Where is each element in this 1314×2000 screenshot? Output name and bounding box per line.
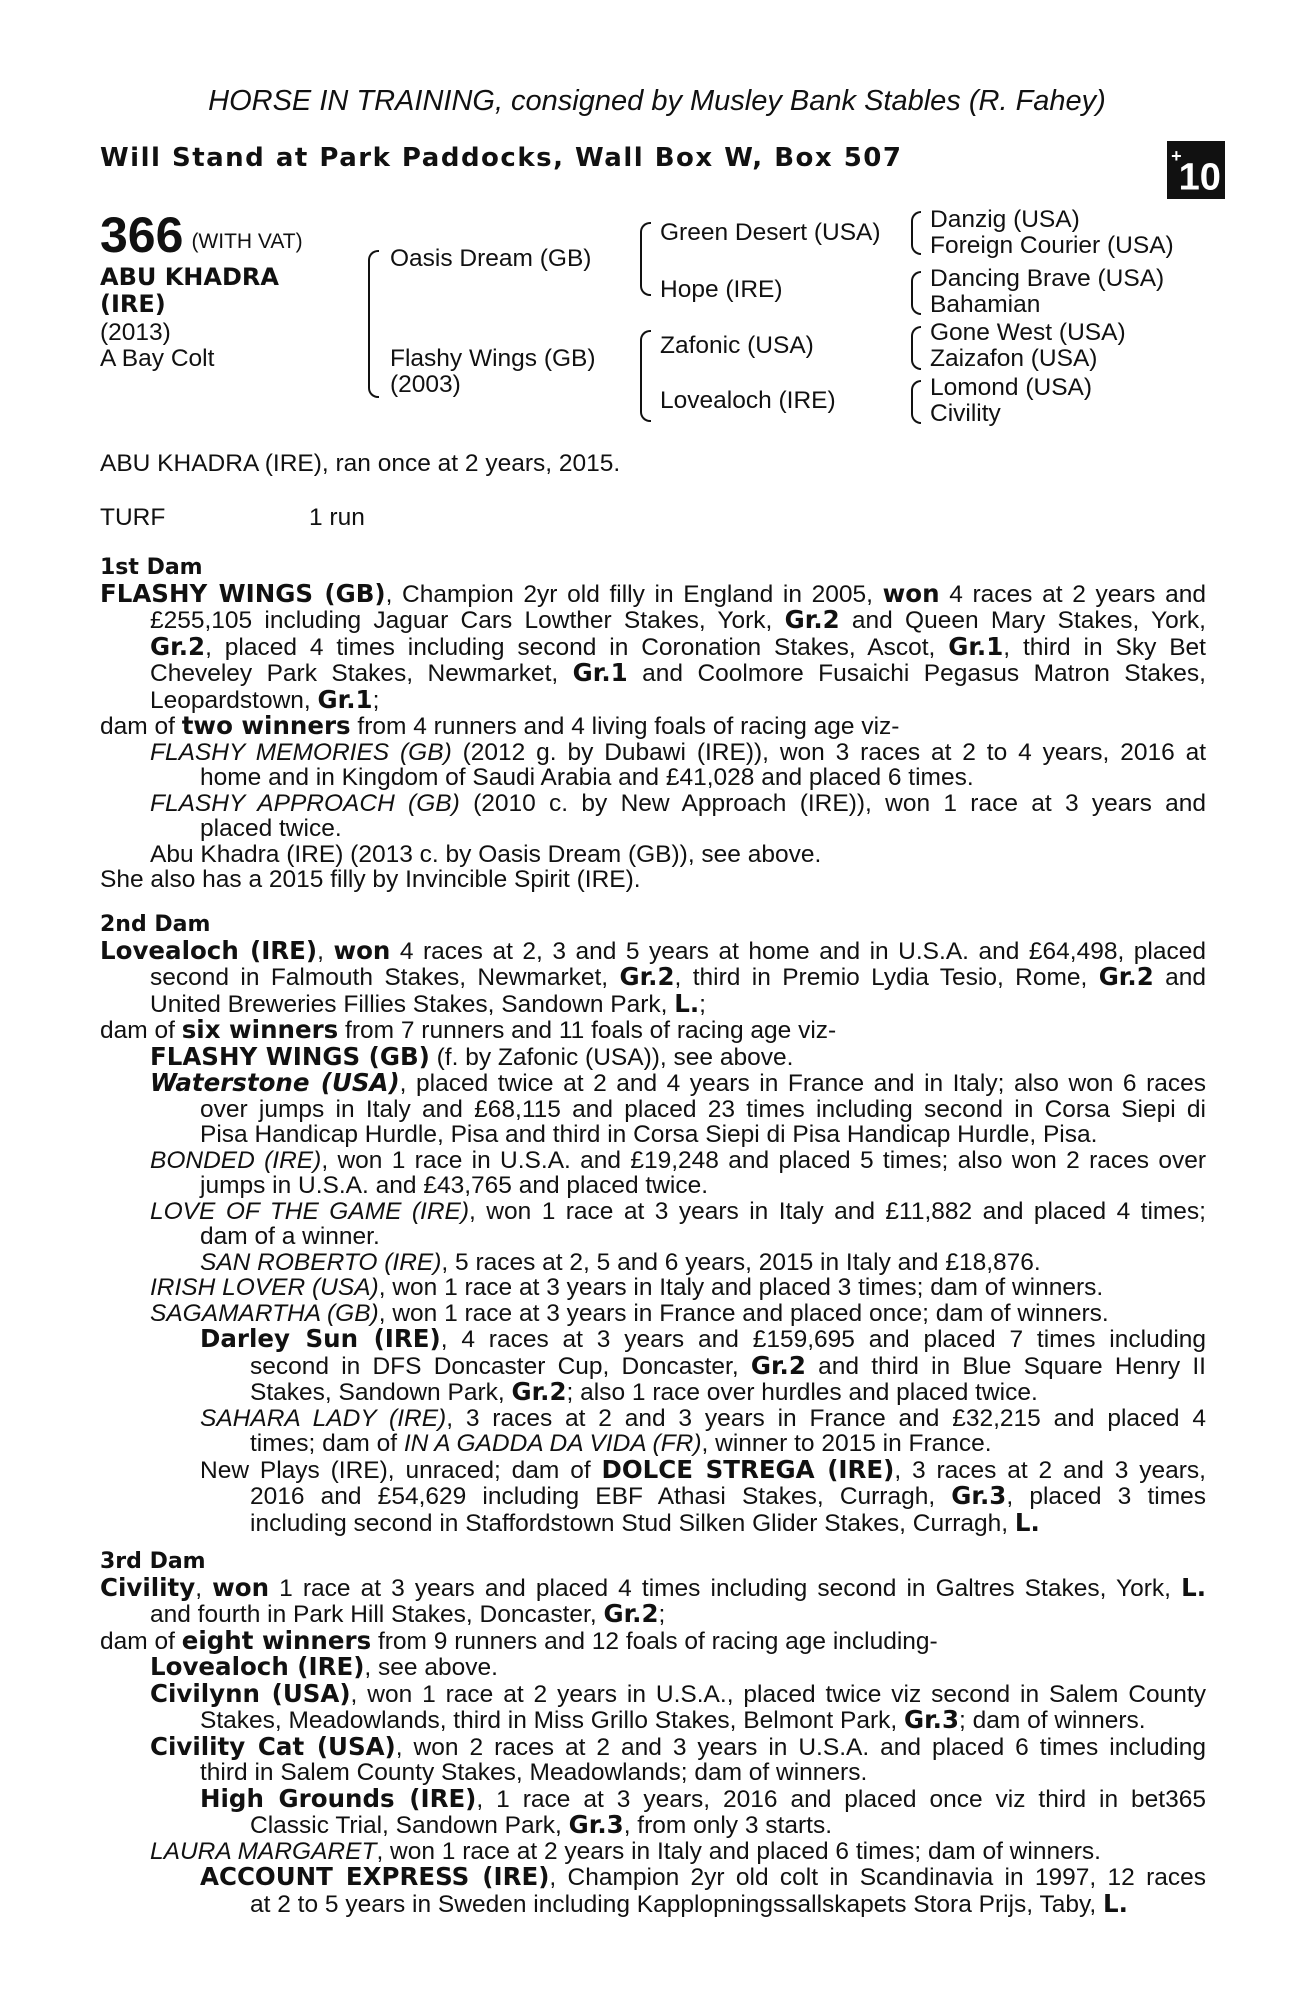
grandsire-8: Civility — [930, 400, 1001, 427]
text: dam of a winner. — [200, 1223, 380, 1250]
text: , won 1 race at 3 years in Italy and placed 3 times; dam of winners. — [378, 1274, 1104, 1301]
text: , — [317, 937, 334, 965]
horse-name-line1: ABU KHADRA — [100, 263, 279, 291]
text: 2016 and £54,629 including EBF Athasi Stakes, Curragh, — [250, 1483, 952, 1510]
text: Gr.2 — [619, 962, 675, 991]
text: Gr.1 — [948, 631, 1004, 661]
text: Cheveley Park Stakes, Newmarket, — [150, 660, 573, 687]
text: , third in Premio Lydia Tesio, Rome, — [674, 964, 1099, 991]
first-dam-section — [100, 555, 1206, 893]
progeny-name: FLASHY WINGS (GB) — [150, 1041, 430, 1071]
pedigree-bracket — [368, 250, 379, 398]
dam-name: FLASHY WINGS (GB) — [100, 578, 386, 608]
text: Gr.2 — [784, 605, 840, 634]
text: L. — [1181, 1572, 1206, 1602]
text: 4 races at 2 years and — [939, 580, 1206, 608]
horse-name-line2: (IRE) — [100, 290, 166, 318]
text: six winners — [181, 1015, 339, 1044]
text: Classic Trial, Sandown Park, — [250, 1812, 569, 1839]
text: , from only 3 starts. — [623, 1812, 832, 1839]
text: 4 races at 2, 3 and 5 years at home and in U.S.A. and £64,498, placed — [390, 937, 1206, 965]
text: dam of — [100, 1627, 182, 1655]
text: and fourth in Park Hill Stakes, Doncaster, — [150, 1601, 604, 1628]
text: Gr.1 — [572, 658, 628, 687]
vat-note: (WITH VAT) — [191, 230, 303, 253]
text: ; — [658, 1601, 666, 1628]
pedigree-bracket — [640, 330, 651, 422]
text: , 3 races at 2 and 3 years, — [894, 1456, 1206, 1484]
text: second in DFS Doncaster Cup, Doncaster, — [250, 1352, 751, 1380]
text: second in Falmouth Stakes, Newmarket, — [150, 964, 620, 991]
pedigree-bracket — [911, 271, 921, 315]
text: , third in Sky Bet — [1003, 633, 1206, 661]
section-heading: 3rd Dam — [100, 1549, 206, 1574]
text: L. — [674, 988, 700, 1018]
text: , Champion 2yr old colt in Scandinavia in 1997, 12 races — [549, 1864, 1206, 1891]
lot-number: 366 — [100, 207, 184, 263]
dam-dam: Lovealoch (IRE) — [660, 387, 836, 414]
text: , 1 race at 3 years, 2016 and placed once viz third in bet365 — [476, 1785, 1206, 1813]
page-title: HORSE IN TRAINING, consigned by Musley Bank Stables (R. Fahey) — [208, 85, 1106, 117]
text: (2010 c. by New Approach (IRE)), won 1 race at 3 years and — [459, 789, 1206, 817]
text: jumps in U.S.A. and £43,765 and placed twice. — [200, 1172, 709, 1199]
text: L. — [1103, 1888, 1128, 1918]
progeny-name: SAGAMARTHA (GB) — [150, 1299, 379, 1327]
text: won — [882, 578, 940, 608]
text: , won 1 race at 2 years in Italy and placed 6 times; dam of winners. — [376, 1837, 1101, 1865]
text: 1 race at 3 years and placed 4 times including second in Galtres Stakes, York, — [269, 1574, 1182, 1602]
progeny-name: LOVE OF THE GAME (IRE) — [150, 1197, 470, 1225]
progeny-name: SAHARA LADY (IRE) — [200, 1404, 447, 1432]
grandsire-4: Bahamian — [930, 291, 1041, 318]
text: , placed twice at 2 and 4 years in France and in Italy; also won 6 races — [399, 1070, 1206, 1097]
sire-dam: Hope (IRE) — [660, 276, 783, 303]
text: won — [212, 1572, 270, 1602]
text: eight winners — [181, 1625, 372, 1655]
text: , see above. — [364, 1654, 498, 1681]
progeny-name: Civility Cat (USA) — [150, 1731, 396, 1761]
stand-location: Will Stand at Park Paddocks, Wall Box W, Box 507 — [100, 143, 903, 173]
surface-label: TURF — [100, 504, 166, 531]
text: from 4 runners and 4 living foals of racing age viz- — [350, 713, 900, 740]
text: ; — [372, 686, 380, 714]
text: Gr.3 — [951, 1481, 1007, 1510]
grandsire-5: Gone West (USA) — [930, 319, 1126, 346]
text: Abu Khadra (IRE) (2013 c. by Oasis Dream (GB)), see above. — [150, 840, 822, 868]
text: She also has a 2015 filly by Invincible Spirit (IRE). — [100, 866, 641, 893]
progeny-name: SAN ROBERTO (IRE) — [200, 1248, 442, 1276]
text: New Plays (IRE), unraced; dam of — [200, 1456, 602, 1484]
text: Pisa Handicap Hurdle, Pisa and third in Corsa Siepi di Pisa Handicap Hurdle, Pisa. — [200, 1121, 1098, 1148]
pedigree-bracket — [911, 211, 921, 255]
text: (2012 g. by Dubawi (IRE)), won 3 races at 2 to 4 years, 2016 at — [451, 738, 1207, 766]
text: placed twice. — [200, 815, 342, 842]
dam: Flashy Wings (GB) — [390, 345, 596, 372]
text: , 3 races at 2 and 3 years in France and £32,215 and placed 4 — [446, 1404, 1206, 1432]
text: , 4 races at 3 years and £159,695 and placed 7 times including — [440, 1326, 1207, 1353]
text: £255,105 including Jaguar Cars Lowther Stakes, York, — [150, 607, 785, 634]
text: Stakes, Meadowlands, third in Miss Grillo Stakes, Belmont Park, — [200, 1707, 904, 1734]
text: , 5 races at 2, 5 and 6 years, 2015 in Italy and £18,876. — [441, 1248, 1041, 1276]
grandsire-7: Lomond (USA) — [930, 374, 1093, 401]
text: and Queen Mary Stakes, York, — [839, 607, 1206, 634]
dam-year: (2003) — [390, 371, 461, 398]
text: , won 1 race in U.S.A. and £19,248 and placed 5 times; also won 2 races over — [321, 1146, 1206, 1174]
text: dam of — [100, 1017, 182, 1044]
text: , won 1 race at 2 years in U.S.A., placed twice viz second in Salem County — [350, 1680, 1206, 1708]
sire-sire: Green Desert (USA) — [660, 219, 881, 246]
text: dam of — [100, 713, 182, 740]
dam-name: Lovealoch (IRE) — [100, 935, 318, 965]
text: , — [195, 1574, 213, 1602]
section-heading: 2nd Dam — [100, 912, 211, 937]
grandsire-3: Dancing Brave (USA) — [930, 265, 1165, 292]
text: ; — [699, 990, 706, 1018]
progeny-name: BONDED (IRE) — [150, 1146, 322, 1174]
text: , placed 4 times including second in Coronation Stakes, Ascot, — [205, 633, 949, 661]
text: won — [333, 935, 391, 965]
text: times; dam of — [250, 1430, 404, 1457]
text: Leopardstown, — [150, 686, 318, 714]
badge-plus: + — [1171, 146, 1182, 166]
text: Stakes, Sandown Park, — [250, 1379, 512, 1406]
dam-name: Civility — [100, 1572, 196, 1602]
badge-number: 10 — [1178, 156, 1221, 199]
progeny-name: Civilynn (USA) — [150, 1678, 351, 1708]
text: Gr.2 — [150, 631, 206, 661]
text: Gr.3 — [903, 1705, 960, 1734]
pedigree-bracket — [640, 222, 651, 296]
dam-sire: Zafonic (USA) — [660, 332, 814, 359]
sire: Oasis Dream (GB) — [390, 245, 592, 272]
grandsire-2: Foreign Courier (USA) — [930, 232, 1174, 259]
text: home and in Kingdom of Saudi Arabia and £41,028 and placed 6 times. — [200, 764, 974, 791]
text: and — [1153, 964, 1207, 991]
text: Gr.2 — [511, 1377, 567, 1406]
text: (f. by Zafonic (USA)), see above. — [429, 1043, 794, 1071]
progeny-name: Darley Sun (IRE) — [200, 1324, 441, 1353]
text: and Coolmore Fusaichi Pegasus Matron Stakes, — [627, 660, 1206, 687]
pedigree-bracket — [911, 380, 921, 424]
race-record-summary: ABU KHADRA (IRE), ran once at 2 years, 2015. — [100, 450, 621, 477]
grandsire-1: Danzig (USA) — [930, 206, 1080, 233]
text: third in Salem County Stakes, Meadowlands; dam of winners. — [200, 1759, 868, 1786]
runs-count: 1 run — [309, 504, 365, 531]
text: Gr.1 — [317, 684, 373, 714]
text: Gr.2 — [750, 1350, 806, 1380]
text: , placed 3 times — [1006, 1483, 1206, 1510]
progeny-name: IRISH LOVER (USA) — [150, 1274, 379, 1301]
progeny-name: Lovealoch (IRE) — [150, 1652, 365, 1681]
grandsire-6: Zaizafon (USA) — [930, 345, 1098, 372]
text: , Champion 2yr old filly in England in 2005, — [385, 580, 883, 608]
progeny-name: DOLCE STREGA (IRE) — [601, 1454, 895, 1484]
text: over jumps in Italy and £68,115 and placed 23 times including second in Corsa Siepi di — [200, 1095, 1206, 1123]
progeny-name: High Grounds (IRE) — [200, 1783, 477, 1813]
foaling-year: (2013) — [100, 319, 171, 346]
text: two winners — [181, 711, 351, 740]
text: L. — [1014, 1507, 1040, 1537]
text: ; also 1 race over hurdles and placed twice. — [566, 1379, 1038, 1406]
text: including second in Staffordstown Stud Silken Glider Stakes, Curragh, — [250, 1509, 1015, 1537]
text: and third in Blue Square Henry II — [805, 1352, 1206, 1380]
horse-description: A Bay Colt — [100, 345, 215, 372]
text: ; dam of winners. — [959, 1707, 1146, 1734]
text: Gr.3 — [568, 1810, 624, 1839]
progeny-name: FLASHY MEMORIES (GB) — [150, 738, 452, 766]
progeny-name: FLASHY APPROACH (GB) — [150, 789, 460, 817]
progeny-name: IN A GADDA DA VIDA (FR) — [403, 1430, 702, 1457]
progeny-name: LAURA MARGARET — [150, 1837, 377, 1865]
text: from 7 runners and 11 foals of racing age viz- — [338, 1017, 837, 1044]
section-heading: 1st Dam — [100, 555, 203, 580]
third-dam-section — [100, 1549, 1206, 1917]
text: , won 2 races at 2 and 3 years in U.S.A. and placed 6 times including — [395, 1733, 1206, 1761]
text: , won 1 race at 3 years in Italy and £11,882 and placed 4 times; — [469, 1197, 1206, 1225]
lot-badge — [1167, 141, 1225, 199]
progeny-name: ACCOUNT EXPRESS (IRE) — [200, 1862, 550, 1891]
text: , winner to 2015 in France. — [701, 1430, 992, 1457]
text: , won 1 race at 3 years in France and placed once; dam of winners. — [378, 1299, 1109, 1327]
text: at 2 to 5 years in Sweden including Kapplopningssallskapets Stora Prijs, Taby, — [250, 1890, 1104, 1918]
text: Gr.2 — [603, 1599, 659, 1628]
second-dam-section — [100, 912, 1206, 1536]
text: Gr.2 — [1098, 962, 1154, 991]
text: United Breweries Fillies Stakes, Sandown Park, — [150, 990, 675, 1018]
pedigree-bracket — [911, 326, 921, 370]
progeny-name: Waterstone (USA) — [150, 1068, 400, 1097]
text: from 9 runners and 12 foals of racing age including- — [371, 1627, 938, 1655]
